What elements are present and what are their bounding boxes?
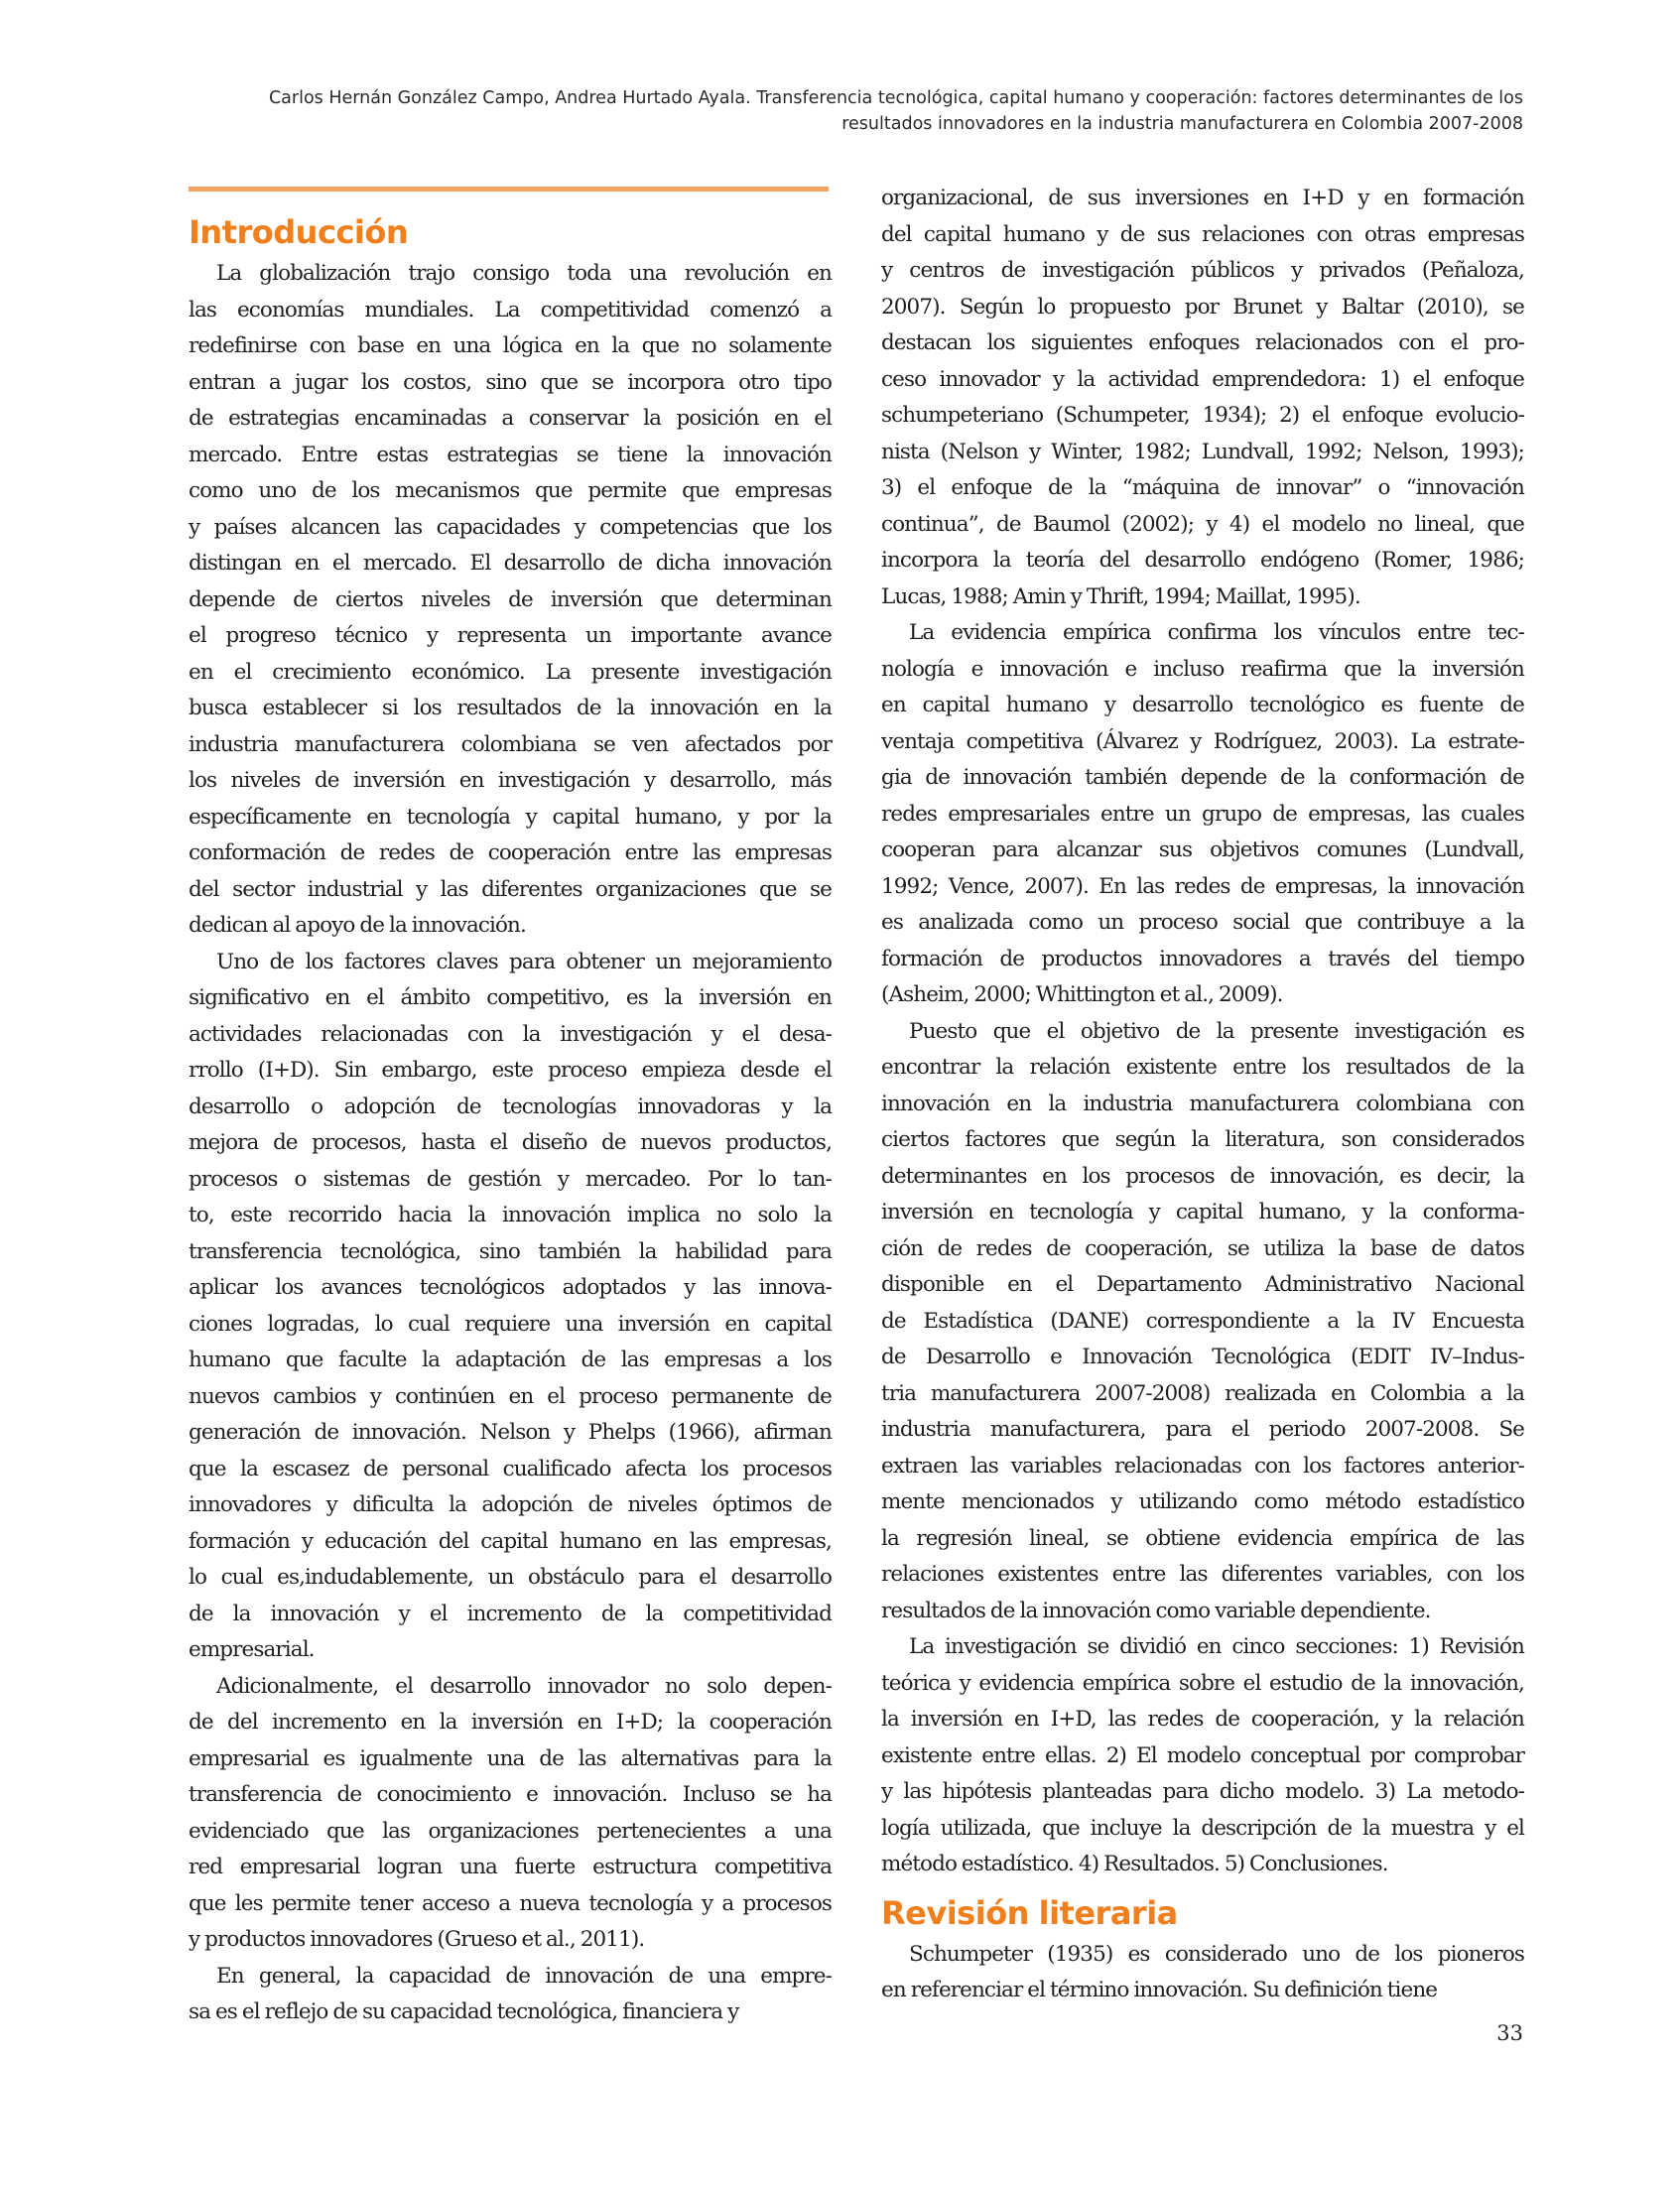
left-column-body <box>189 256 832 2031</box>
text-line: La investigación se dividió en cinco secciones: 1) Revisión <box>909 1634 1524 1659</box>
right-column-body-top <box>881 181 1524 1883</box>
paragraph <box>881 1937 1524 2009</box>
text-line: en capital humano y desarrollo tecnológico es fuente de <box>881 693 1524 717</box>
text-line: formación de productos innovadores a través del tiempo <box>881 946 1524 971</box>
text-line: empresarial es igualmente una de las alternativas para la <box>189 1745 832 1771</box>
text-line: logía utilizada, que incluye la descripción de la muestra y el <box>881 1815 1524 1841</box>
text-line: continua”, de Baumol (2002); y 4) el modelo no lineal, que <box>881 511 1524 537</box>
text-line: Lucas, 1988; Amin y Thrift, 1994; Maillat, 1995). <box>881 583 1360 609</box>
text-line: y centros de investigación públicos y privados (Peñaloza, <box>881 258 1524 283</box>
text-line: humano que faculte la adaptación de las empresas a los <box>189 1348 832 1372</box>
text-line: transferencia tecnológica, sino también la habilidad para <box>189 1238 832 1264</box>
text-line: inversión en tecnología y capital humano, y la conforma- <box>881 1200 1524 1224</box>
paragraph <box>881 1629 1524 1883</box>
text-line: en referenciar el término innovación. Su definición tiene <box>881 1978 1438 2002</box>
text-line: en el crecimiento económico. La presente investigación <box>189 659 832 685</box>
text-line: específicamente en tecnología y capital humano, y por la <box>189 804 832 830</box>
text-line: industria manufacturera, para el periodo 2007-2008. Se <box>881 1417 1524 1442</box>
text-line: busca establecer si los resultados de la innovación en la <box>189 696 832 720</box>
text-line: es analizada como un proceso social que contribuye a la <box>881 910 1524 935</box>
text-line: teórica y evidencia empírica sobre el estudio de la innovación, <box>881 1670 1524 1696</box>
text-line: gia de innovación también depende de la conformación de <box>881 765 1524 790</box>
text-line: red empresarial logran una fuerte estructura competitiva <box>189 1855 832 1879</box>
text-line: existente entre ellas. 2) El modelo conceptual por comprobar <box>881 1742 1524 1768</box>
text-line: organizacional, de sus inversiones en I+D y en formación <box>881 186 1524 210</box>
text-line: encontrar la relación existente entre los resultados de la <box>881 1055 1524 1080</box>
text-line: ciones logradas, lo cual requiere una inversión en capital <box>189 1311 832 1337</box>
text-line: evidenciado que las organizaciones pertenecientes a una <box>189 1818 832 1844</box>
text-line: del capital humano y de sus relaciones con otras empresas <box>881 221 1524 247</box>
text-line: distingan en el mercado. El desarrollo de dicha innovación <box>189 551 832 576</box>
page-number: 33 <box>1496 2021 1523 2045</box>
text-line: ción de redes de cooperación, se utiliza la base de datos <box>881 1235 1524 1261</box>
paragraph <box>189 945 832 1669</box>
text-line: de del incremento en la inversión en I+D; la cooperación <box>189 1710 832 1735</box>
text-line: destacan los siguientes enfoques relacionados con el pro- <box>881 330 1524 355</box>
text-line: industria manufacturera colombiana se ven afectados por <box>189 731 832 757</box>
running-header <box>189 85 1523 137</box>
text-line: formación y educación del capital humano en las empresas, <box>189 1528 832 1554</box>
text-line: el progreso técnico y representa un importante avance <box>189 623 832 648</box>
text-line: incorpora la teoría del desarrollo endógeno (Romer, 1986; <box>881 548 1524 573</box>
text-line: nuevos cambios y continúen en el proceso permanente de <box>189 1383 832 1409</box>
text-line: redes empresariales entre un grupo de empresas, las cuales <box>881 801 1524 827</box>
text-line: 3) el enfoque de la “máquina de innovar” o “innovación <box>881 475 1524 500</box>
text-line: depende de ciertos niveles de inversión que determinan <box>189 586 832 612</box>
text-line: 1992; Vence, 2007). En las redes de empresas, la innovación <box>881 873 1524 899</box>
text-line: lo cual es,indudablemente, un obstáculo para el desarrollo <box>189 1565 832 1590</box>
text-line: 2007). Según lo propuesto por Brunet y Baltar (2010), se <box>881 294 1524 320</box>
right-column-body-bottom <box>881 1937 1524 2009</box>
text-line: como uno de los mecanismos que permite que empresas <box>189 478 832 503</box>
text-line: del sector industrial y las diferentes organizaciones que se <box>189 876 832 902</box>
text-line: ciertos factores que según la literatura, son considerados <box>881 1127 1524 1152</box>
paragraph <box>189 1959 832 2031</box>
text-line: to, este recorrido hacia la innovación implica no solo la <box>189 1203 832 1227</box>
text-line: resultados de la innovación como variable dependiente. <box>881 1598 1431 1623</box>
text-line: nista (Nelson y Winter, 1982; Lundvall, 1992; Nelson, 1993); <box>881 439 1524 464</box>
text-line: Adicionalmente, el desarrollo innovador no solo depen- <box>216 1673 832 1699</box>
paragraph <box>189 1669 832 1959</box>
text-line: mejora de procesos, hasta el diseño de nuevos productos, <box>189 1130 832 1155</box>
text-line: mercado. Entre estas estrategias se tiene la innovación <box>189 442 832 467</box>
text-line: de Desarrollo e Innovación Tecnológica (EDIT IV–Indus- <box>881 1345 1524 1369</box>
section-heading-revision-literaria: Revisión literaria <box>881 1893 1178 1932</box>
left-column <box>189 198 832 2031</box>
text-line: que les permite tener acceso a nueva tecnología y a procesos <box>189 1890 832 1916</box>
text-line: procesos o sistemas de gestión y mercadeo. Por lo tan- <box>189 1166 832 1192</box>
text-line: extraen las variables relacionadas con los factores anterior- <box>881 1453 1524 1479</box>
text-line: conformación de redes de cooperación entre las empresas <box>189 840 832 865</box>
text-line: schumpeteriano (Schumpeter, 1934); 2) el enfoque evolucio- <box>881 403 1524 428</box>
text-line: significativo en el ámbito competitivo, es la inversión en <box>189 985 832 1010</box>
paragraph <box>881 181 1524 615</box>
text-line: desarrollo o adopción de tecnologías innovadoras y la <box>189 1094 832 1119</box>
text-line: la inversión en I+D, las redes de cooperación, y la relación <box>881 1707 1524 1732</box>
text-line: innovadores y dificulta la adopción de niveles óptimos de <box>189 1492 832 1517</box>
running-header-line-1: Carlos Hernán González Campo, Andrea Hurtado Ayala. Transferencia tecnológica, capital humano y cooperación: factores determinantes de los <box>268 88 1523 108</box>
text-line: ventaja competitiva (Álvarez y Rodríguez, 2003). La estrate- <box>881 728 1524 754</box>
text-line: y países alcancen las capacidades y competencias que los <box>189 514 832 540</box>
section-heading-introduccion: Introducción <box>189 213 409 251</box>
text-line: cooperan para alcanzar sus objetivos comunes (Lundvall, <box>881 837 1524 862</box>
text-line: relaciones existentes entre las diferentes variables, con los <box>881 1562 1524 1587</box>
text-line: mente mencionados y utilizando como método estadístico <box>881 1489 1524 1514</box>
text-line: disponible en el Departamento Administrativo Nacional <box>881 1272 1524 1297</box>
text-line: determinantes en los procesos de innovación, es decir, la <box>881 1163 1524 1189</box>
text-line: actividades relacionadas con la investigación y el desa- <box>189 1021 832 1047</box>
text-line: (Asheim, 2000; Whittington et al., 2009). <box>881 982 1283 1007</box>
text-line: y productos innovadores (Grueso et al., 2011). <box>189 1927 645 1952</box>
text-line: de estrategias encaminadas a conservar la posición en el <box>189 406 832 431</box>
text-line: aplicar los avances tecnológicos adoptados y las innova- <box>189 1275 832 1300</box>
text-line: de la innovación y el incremento de la competitividad <box>189 1601 832 1626</box>
text-line: Schumpeter (1935) es considerado uno de los pioneros <box>909 1941 1524 1967</box>
section-rule <box>189 187 829 192</box>
text-line: sa es el reflejo de su capacidad tecnológica, financiera y <box>189 1999 739 2024</box>
text-line: método estadístico. 4) Resultados. 5) Conclusiones. <box>881 1852 1388 1876</box>
running-header-line-2: resultados innovadores en la industria manufacturera en Colombia 2007-2008 <box>841 114 1523 134</box>
text-line: entran a jugar los costos, sino que se incorpora otro tipo <box>189 369 832 395</box>
text-line: de Estadística (DANE) correspondiente a la IV Encuesta <box>881 1308 1524 1334</box>
paragraph <box>881 615 1524 1014</box>
text-line: innovación en la industria manufacturera colombiana con <box>881 1091 1524 1116</box>
text-line: transferencia de conocimiento e innovación. Incluso se ha <box>189 1782 832 1807</box>
text-line: tria manufacturera 2007-2008) realizada en Colombia a la <box>881 1380 1524 1406</box>
text-line: generación de innovación. Nelson y Phelps (1966), afirman <box>189 1420 832 1445</box>
text-line: Uno de los factores claves para obtener un mejoramiento <box>216 949 832 974</box>
paragraph <box>189 256 832 945</box>
text-line: empresarial. <box>189 1637 315 1662</box>
text-line: que la escasez de personal cualificado afecta los procesos <box>189 1456 832 1481</box>
text-line: redefinirse con base en una lógica en la que no solamente <box>189 333 832 358</box>
paragraph <box>881 1014 1524 1630</box>
text-line: la regresión lineal, se obtiene evidencia empírica de las <box>881 1525 1524 1551</box>
text-line: las economías mundiales. La competitividad comenzó a <box>189 297 832 322</box>
right-column <box>881 181 1524 2009</box>
text-line: La globalización trajo consigo toda una revolución en <box>216 261 832 286</box>
text-line: dedican al apoyo de la innovación. <box>189 913 526 938</box>
text-line: y las hipótesis planteadas para dicho modelo. 3) La metodo- <box>881 1779 1524 1804</box>
text-line: los niveles de inversión en investigación y desarrollo, más <box>189 768 832 793</box>
text-line: En general, la capacidad de innovación de una empre- <box>216 1963 832 1989</box>
text-line: Puesto que el objetivo de la presente investigación es <box>909 1018 1524 1044</box>
text-line: ceso innovador y la actividad emprendedora: 1) el enfoque <box>881 366 1524 392</box>
text-line: rrollo (I+D). Sin embargo, este proceso empieza desde el <box>189 1058 832 1083</box>
text-line: nología e innovación e incluso reafirma que la inversión <box>881 656 1524 682</box>
text-line: La evidencia empírica confirma los vínculos entre tec- <box>909 620 1524 645</box>
